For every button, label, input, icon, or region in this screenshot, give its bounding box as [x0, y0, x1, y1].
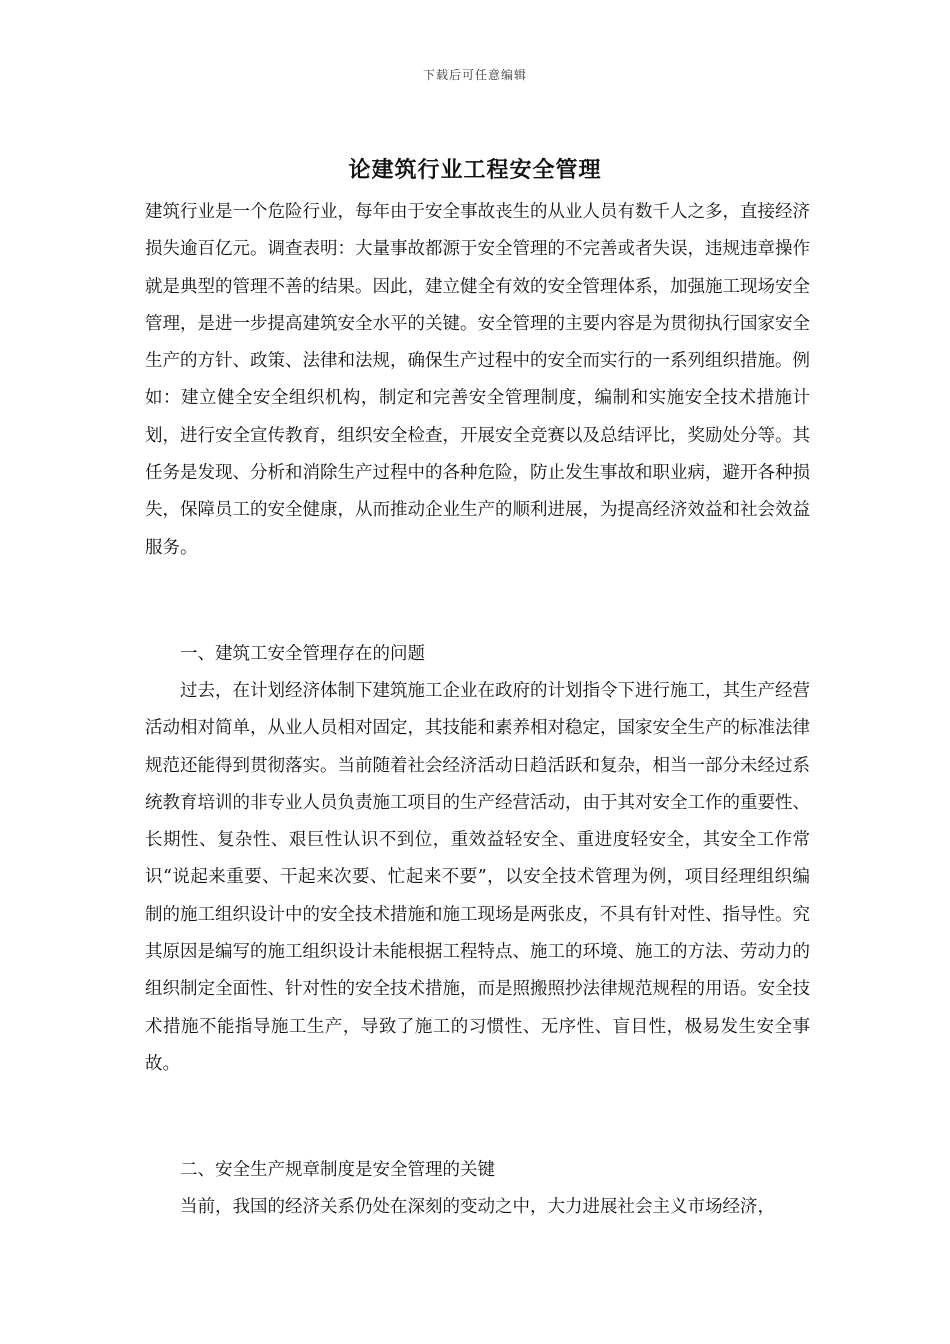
- section-2-heading: 二、安全生产规章制度是安全管理的关键: [180, 1160, 495, 1180]
- intro-paragraph: 建筑行业是一个危险行业，每年由于安全事故丧生的从业人员有数千人之多，直接经济损失逾百亿元。调查表明：大量事故都源于安全管理的不完善或者失误，违规违章操作就是典型的管理不善的结果。因此，建立健全有效的安全管理体系，加强施工现场安全管理，是进一步提高建筑安全水平的关键。安全管理的主要内容是为贯彻执行国家安全生产的方针、政策、法律和法规，确保生产过程中的安全而实行的一系列组织措施。例如：建立健全安全组织机构，制定和完善安全管理制度，编制和实施安全技术措施计划，进行安全宣传教育，组织安全检查，开展安全竞赛以及总结评比，奖励处分等。其任务是发现、分析和消除生产过程中的各种危险，防止发生事故和职业病，避开各种损失，保障员工的安全健康，从而推动企业生产的顺利进展，为提高经济效益和社会效益服务。: [145, 202, 810, 558]
- document-title: 论建筑行业工程安全管理: [348, 157, 602, 183]
- section-1-paragraph: 过去，在计划经济体制下建筑施工企业在政府的计划指令下进行施工，其生产经营活动相对简单，从业人员相对固定，其技能和素养相对稳定，国家安全生产的标准法律规范还能得到贯彻落实。当前随着社会经济活动日趋活跃和复杂，相当一部分未经过系统教育培训的非专业人员负责施工项目的生产经营活动，由于其对安全工作的重要性、长期性、复杂性、艰巨性认识不到位，重效益轻安全、重进度轻安全，其安全工作常识“说起来重要、干起来次要、忙起来不要”，以安全技术管理为例，项目经理组织编制的施工组织设计中的安全技术措施和施工现场是两张皮，不具有针对性、指导性。究其原因是编写的施工组织设计未能根据工程特点、施工的环境、施工的方法、劳动力的组织制定全面性、针对性的安全技术措施，而是照搬照抄法律规范规程的用语。安全技术措施不能指导施工生产，导致了施工的习惯性、无序性、盲目性，极易发生安全事故。: [145, 681, 810, 1074]
- section-1-heading: 一、建筑工安全管理存在的问题: [180, 644, 425, 664]
- header-note: 下载后可任意编辑: [422, 68, 527, 82]
- section-2-paragraph: 当前，我国的经济关系仍处在深刻的变动之中，大力进展社会主义市场经济，: [180, 1197, 775, 1217]
